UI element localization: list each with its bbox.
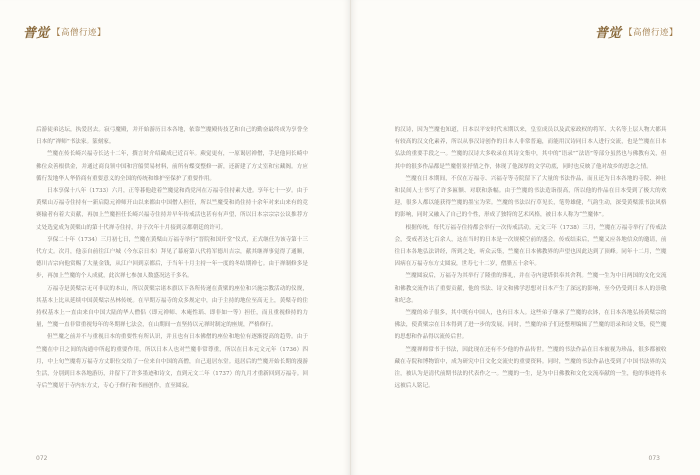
paragraph: 万福寺是黄檗宗无可非议的本山，所以黄檗宗诸本旗以下各所传递在黄檗的座位和兴施宗教活动的仪规，其基本上比从延续中国黄檗宗丛林传统。在早期万福寺的众多规定中，由于主持的地位至高无上，黄檗寺的住持权基本上一直由来自中国大陆的华人僧侣（即元禅师、木庵性瑫、即非如一等）担任，而且重视修持的力量，竺魔一直非常重视每年的冬期禅七法会，在山期间一直坚持以元禅时制定的座规，严格修行。: [36, 285, 308, 329]
paragraph: 竺魔在日本期间，不仅在万福寺、兴福寺等寺院留下了大量的书法作品，而且还为日本各地的寺院、神社和民间人士书写了许多匾额、对联和条幅。由于竺魔的书法造诣很高，所以他的作品在日本受到了极大的欢迎，很多人都以能获得竺魔的墨宝为荣。竺魔的书法以行草见长，笔势雄健，气韵生动，深受黄檗派书法风格的影响，同时又融入了自己的个性，形成了独特的艺术风格，被日本人称为“竺魔体”。: [394, 175, 667, 219]
left-body-text: [36, 124, 308, 392]
paragraph: 后游徒弟达坛，执爱居去。寂弓魔殿，并开始游历日本各地，依靠竺魔殿传技艺和自己的勤奋最终成为享誉全日本的“禅师”书法家。篆刻家。: [36, 127, 308, 146]
paragraph: 但竺魔之前并不与重视日本的重要性有所认识，并且也有日本佛僧的座位和地位有逐渐提高的趋势。由于竺魔在中日之间的沟通中所起的重要作用，所以日本人也对竺魔非常尊重，所以在日本元文元年（1736）四月，中上旬竺魔将万福寺方丈职位交给了一位来自中国的高僧，自己退居东堂。退居后的竺魔开始长期的漫游生活，分别到日本各地游历，并留下了许多墨迹和诗文，直到元文二年（1737）的九月才重新回到万福寺。回寺后竺魔居于寺内东方丈，专心于修行和书画创作，直至圆寂。: [36, 334, 308, 390]
paragraph: 享保二十年（1734）三月初七日，竺魔在黄檗山万福寺举行“晋院和国开堂”仪式，正式继任为该寺第十三代方丈。次月，他亲自前往江户城（今东京日本）拜见了幕府第八代将军德川吉宗，献其继禅事觉得了通顺，德川吉宗向他赏赐了大量金钱，从江户回到京都后，于当年十月主持一年一度的冬结期禅七。由于禅制修多是步，再加上竺魔的个人成就，此次禅七参加人数盛况达千多名。: [36, 236, 308, 280]
book-logo: 普觉: [23, 26, 50, 41]
paragraph: 竺魔禅师常书于书法，因此现在还有不少他的作品传世。竺魔的书法作品在日本被视为珍品，很多都被收藏在寺院和博物馆中，成为研究中日文化交流史的重要资料。同时，竺魔的书法作品也受到了中国书法界的关注，被认为是清代前期书法的代表作之一。竺魔的一生，是为中日佛教和文化交流奉献的一生，他的事迹将永远被后人铭记。: [394, 346, 667, 390]
paragraph: 日本享保十八年（1733）六月，正等暮他趁着竺魔觉和尚党河在万福寺住持素大进。享年七十一岁。由于黄檗山万福寺住持有一新启隐元禅师开山以来都由中国僧人担任，所以竺魔受和尚住持十余年对来山来有的竞赛输者有着大贡献，再加上竺魔担任长崎兴福寺住持并早年传戒活也甚有有声望，所以日本宗宗宗公议推荐方丈处选觉成为黄檗山的第十代禅寺住持，并于次年十月接到京都朝廷的许可。: [36, 188, 308, 231]
book-logo: 普觉: [594, 26, 621, 41]
paragraph: 竺魔的弟子很多，其中既有中国人，也有日本人。这些弟子继承了竺魔的衣钵，在日本各地弘扬黄檗宗的佛法，使黄檗宗在日本得到了进一步的发展。同时，竺魔的弟子们还整理编辑了竺魔的语录和诗文集，使竺魔的思想和作品得以流传后世。: [394, 310, 667, 341]
section-title: 【高僧行迹】: [52, 27, 107, 38]
paragraph: 竺魔圆寂后，万福寺为其举行了隆重的葬礼，并在寺内建塔供奉其舍利。竺魔一生为中日两国的文化交流和佛教交流作出了重要贡献，他的书法、诗文和佛学思想对日本产生了深远的影响，至今仍受到日本人的崇敬和纪念。: [394, 273, 667, 304]
page-number: 073: [648, 455, 660, 462]
section-title: 【高僧行迹】: [623, 27, 678, 38]
left-running-header: [23, 22, 106, 41]
paragraph: 根据传统，每代万福寺住持都会举行一次传戒活动。元文三年（1738）三月，竺魔在万福寺举行了传戒法会，受戒者达七百余人，这在当时的日本是一次规模空前的盛会。传戒结束后，竺魔又应各地信众的邀请，前往日本各地弘法讲经，所到之处，听众云集，竺魔在日本佛教界的声望也因此达到了顶峰。同年十二月，竺魔因病在万福寺东方丈圆寂，世寿七十二岁，僧腊五十余年。: [394, 224, 667, 268]
right-running-header: [595, 22, 678, 41]
page-number: 072: [36, 455, 48, 462]
right-body-text: [395, 124, 667, 392]
right-page: [351, 0, 700, 475]
paragraph: 竺魔在传长崎兴福寺长达十二年，撰言时介绍藏成已近百年。蕨觉更有，一原谒居禅僧，手是他问长崎中佛位众善根供金，并通过商良领中国和宫船贸易材料，前所有蝶变整修一新，还新建了方丈室和宝藏阁。方应循行发地华人华侨商有重要意义的全国的传统和维护至保护了重要作用。: [36, 151, 308, 182]
paragraph: 的汉诗，因为竺魔也知道，日本以平安时代末期以来，皇室成员以及武家政权的将军、大名等上层人物大都具有较高的汉文化素养，所以从事汉诗创作的日本人非常普遍，而能用汉诗同日本人进行交流，也是竺魔在日本弘法的重要手段之一。竺魔的汉诗大多收录在其诗文集中，其中的“语录”“法语”等部分虽然也与佛教有关，但其中的很多作品都是竺魔借景抒情之作，体现了他深厚的文学功底，同时也反映了他对故乡的思念之情。: [394, 127, 667, 170]
